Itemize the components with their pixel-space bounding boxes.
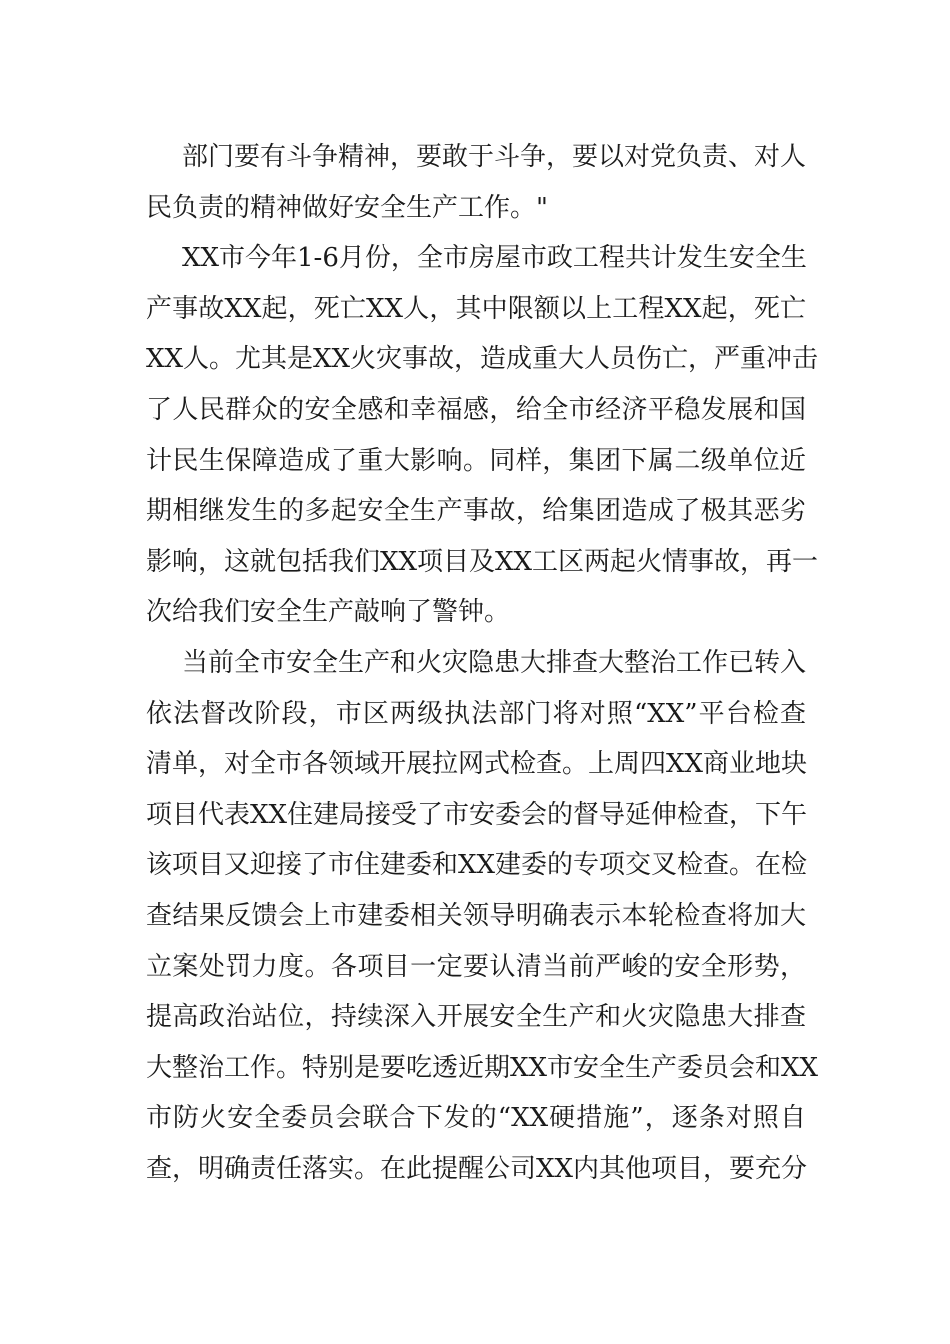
paragraph-3 — [146, 638, 819, 1195]
text-line: 查，明确责任落实。在此提醒公司XX内其他项目，要充分 — [146, 1153, 808, 1184]
text-line: 立案处罚力度。各项目一定要认清当前严峻的安全形势， — [146, 951, 806, 982]
text-line: 计民生保障造成了重大影响。同样，集团下属二级单位近 — [146, 445, 806, 476]
text-line: 该项目又迎接了市住建委和XX建委的专项交叉检查。在检 — [146, 850, 808, 881]
text-line: 市防火安全委员会联合下发的“XX硬措施”，逐条对照自 — [146, 1103, 806, 1134]
paragraph-2 — [146, 233, 819, 638]
text-line: 期相继发生的多起安全生产事故，给集团造成了极其恶劣 — [146, 496, 806, 527]
text-line: XX人。尤其是XX火灾事故，造成重大人员伤亡，严重冲击 — [146, 344, 819, 375]
text-line: 次给我们安全生产敲响了警钟。 — [146, 597, 511, 628]
text-line: 产事故XX起，死亡XX人，其中限额以上工程XX起，死亡 — [146, 293, 806, 324]
text-line: 项目代表XX住建局接受了市安委会的督导延伸检查，下午 — [146, 799, 808, 830]
text-line: 提高政治站位，持续深入开展安全生产和火灾隐患大排查 — [146, 1002, 806, 1033]
text-line: 当前全市安全生产和火灾隐患大排查大整治工作已转入 — [182, 647, 807, 678]
text-line: 民负责的精神做好安全生产工作。" — [146, 192, 548, 223]
text-line: 影响，这就包括我们XX项目及XX工区两起火情事故，再一 — [146, 546, 819, 577]
document-body — [146, 132, 819, 1194]
text-line: 清单，对全市各领域开展拉网式检查。上周四XX商业地块 — [146, 749, 808, 780]
text-line: 查结果反馈会上市建委相关领导明确表示本轮检查将加大 — [146, 900, 806, 931]
paragraph-1 — [146, 132, 806, 233]
text-line: 依法督改阶段，市区两级执法部门将对照“XX”平台检查 — [146, 698, 806, 729]
text-line: 了人民群众的安全感和幸福感，给全市经济平稳发展和国 — [146, 394, 806, 425]
text-line: 大整治工作。特别是要吃透近期XX市安全生产委员会和XX — [146, 1052, 819, 1083]
text-line: XX市今年1-6月份，全市房屋市政工程共计发生安全生 — [182, 243, 807, 274]
text-line: 部门要有斗争精神，要敢于斗争，要以对党负责、对人 — [182, 142, 807, 172]
